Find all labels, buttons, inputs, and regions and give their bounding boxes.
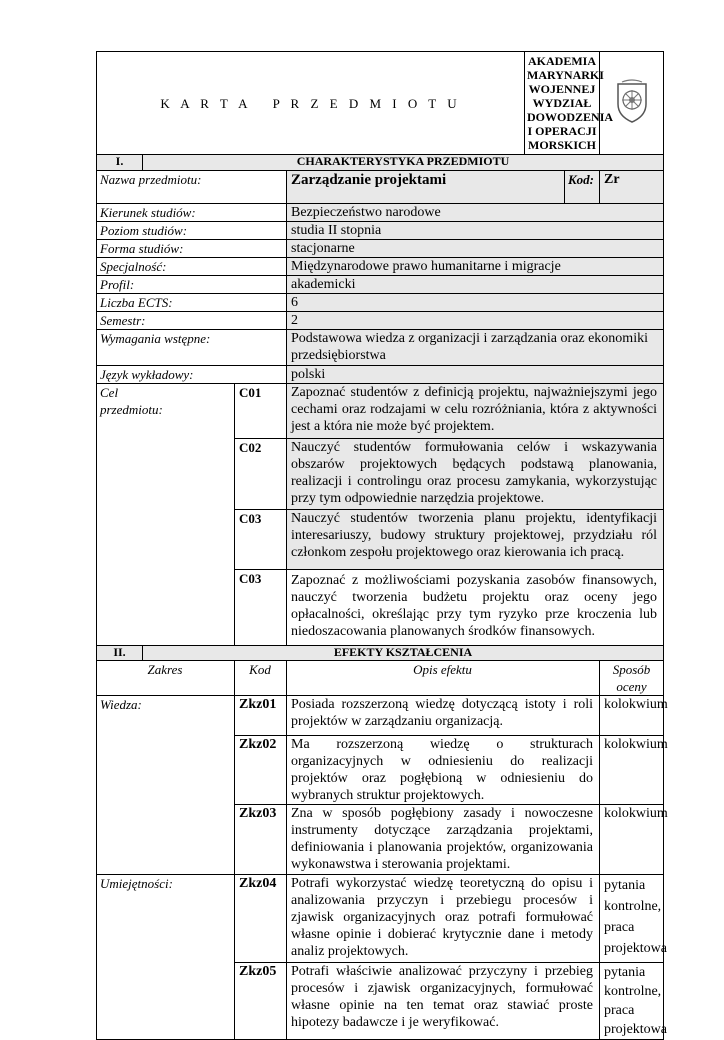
- field-value-prerequisites: Podstawowa wiedza z organizacji i zarządzania oraz ekonomiki przedsiębiorstwa: [287, 330, 664, 366]
- goal-code: C03: [235, 570, 287, 646]
- outcome-text: Zna w sposób pogłębiony zasady i nowoczesne instrumenty dotyczące zarządzania projektami, definiowania i planowania projektów, organizowania wykonawstwa i sterowania projektami.: [287, 805, 600, 875]
- field-value-level: studia II stopnia: [287, 222, 664, 240]
- field-value-specialty: Międzynarodowe prawo humanitarne i migracje: [287, 258, 664, 276]
- field-label-language: Język wykładowy:: [97, 366, 287, 384]
- section-2-title: EFEKTY KSZTAŁCENIA: [143, 646, 664, 661]
- course-card-table: [96, 51, 668, 1040]
- outcome-text: Potrafi właściwie analizować przyczyny i przebieg procesów i zjawisk organizacyjnych, formułować własne opinie na ten temat oraz stawiać proste hipotezy badawcze i je weryfikować.: [287, 963, 600, 1040]
- outcome-code: Zkz03: [235, 805, 287, 875]
- assessment-method: kolokwium: [600, 805, 664, 875]
- scope-skills: Umiejętności:: [97, 875, 235, 1040]
- card-title: K A R T A P R Z E D M I O T U: [97, 52, 525, 155]
- outcome-code: Zkz05: [235, 963, 287, 1040]
- field-value-field-of-study: Bezpieczeństwo narodowe: [287, 204, 664, 222]
- outcome-code: Zkz02: [235, 736, 287, 805]
- section-1-number: I.: [97, 155, 143, 171]
- section-1-title: CHARAKTERYSTYKA PRZEDMIOTU: [143, 155, 664, 171]
- goal-text: Nauczyć studentów tworzenia planu projektu, identyfikacji interesariuszy, budowy struktury projektowej, przydziału ról członkom zespołu projektowego oraz kierowania ich pracą.: [287, 510, 664, 570]
- scope-knowledge: Wiedza:: [97, 696, 235, 875]
- field-label-field-of-study: Kierunek studiów:: [97, 204, 287, 222]
- field-label-form: Forma studiów:: [97, 240, 287, 258]
- institution-line-3: MORSKICH: [528, 138, 597, 152]
- field-value-profile: akademicki: [287, 276, 664, 294]
- institution-name: [525, 52, 614, 155]
- goal-code: C02: [235, 439, 287, 510]
- section-2-number: II.: [97, 646, 143, 661]
- column-header-description: Opis efektu: [287, 661, 600, 696]
- assessment-method: pytania kontrolne, praca projektowa: [600, 963, 664, 1040]
- institution-line-2: WYDZIAŁ DOWODZENIA I OPERACJI: [527, 96, 614, 138]
- assessment-method: pytania kontrolne, praca projektowa: [600, 875, 664, 963]
- column-header-scope: Zakres: [97, 661, 235, 696]
- field-label-name: Nazwa przedmiotu:: [97, 171, 287, 204]
- course-card: [96, 51, 668, 1040]
- goal-text: Zapoznać studentów z definicją projektu, najważniejszymi jego cechami oraz rodzajami w celu rozróżniania, która z aktywności jest a która nie może być projektem.: [287, 384, 664, 439]
- assessment-method: kolokwium: [600, 736, 664, 805]
- code-value: Zr: [600, 171, 664, 204]
- goals-label: Cel przedmiotu:: [97, 384, 235, 646]
- field-label-semester: Semestr:: [97, 312, 287, 330]
- course-name: Zarządzanie projektami: [287, 171, 565, 204]
- field-value-language: polski: [287, 366, 664, 384]
- field-value-ects: 6: [287, 294, 664, 312]
- column-header-method: Sposób oceny: [600, 661, 664, 696]
- field-label-specialty: Specjalność:: [97, 258, 287, 276]
- field-label-profile: Profil:: [97, 276, 287, 294]
- outcome-code: Zkz01: [235, 696, 287, 736]
- field-label-prerequisites: Wymagania wstępne:: [97, 330, 287, 366]
- goal-text: Nauczyć studentów formułowania celów i wskazywania obszarów projektowych będących podstawą planowania, realizacji i controlingu oraz procesu zamykania, wykorzystując przy tym odpowiednie narzędzia projektowe.: [287, 439, 664, 510]
- goal-text: Zapoznać z możliwościami pozyskania zasobów finansowych, nauczyć tworzenia budżetu projektu oraz oceny jego opłacalności, określając przy tym ryzyko prze kroczenia lub niedoszacowania planowanych środków finansowych.: [287, 570, 664, 646]
- outcome-text: Ma rozszerzoną wiedzę o strukturach organizacyjnych w odniesieniu do realizacji projektów oraz pogłębioną w odniesieniu do wybranych struktur projektowych.: [287, 736, 600, 805]
- academy-emblem-icon: [600, 52, 664, 155]
- outcome-text: Potrafi wykorzystać wiedzę teoretyczną do opisu i analizowania przyczyn i przebiegu procesów i zjawisk organizacyjnych oraz potrafi formułować własne opinie i dobierać krytycznie dane i metody analiz projektowych.: [287, 875, 600, 963]
- goal-code: C01: [235, 384, 287, 439]
- code-label: Kod:: [565, 171, 600, 204]
- field-value-form: stacjonarne: [287, 240, 664, 258]
- assessment-method: kolokwium: [600, 696, 664, 736]
- goal-code: C03: [235, 510, 287, 570]
- outcome-code: Zkz04: [235, 875, 287, 963]
- institution-line-1: AKADEMIA MARYNARKI WOJENNEJ: [527, 54, 604, 96]
- field-value-semester: 2: [287, 312, 664, 330]
- column-header-code: Kod: [235, 661, 287, 696]
- field-label-level: Poziom studiów:: [97, 222, 287, 240]
- outcome-text: Posiada rozszerzoną wiedzę dotyczącą istoty i roli projektów w zarządzaniu organizacją.: [287, 696, 600, 736]
- field-label-ects: Liczba ECTS:: [97, 294, 287, 312]
